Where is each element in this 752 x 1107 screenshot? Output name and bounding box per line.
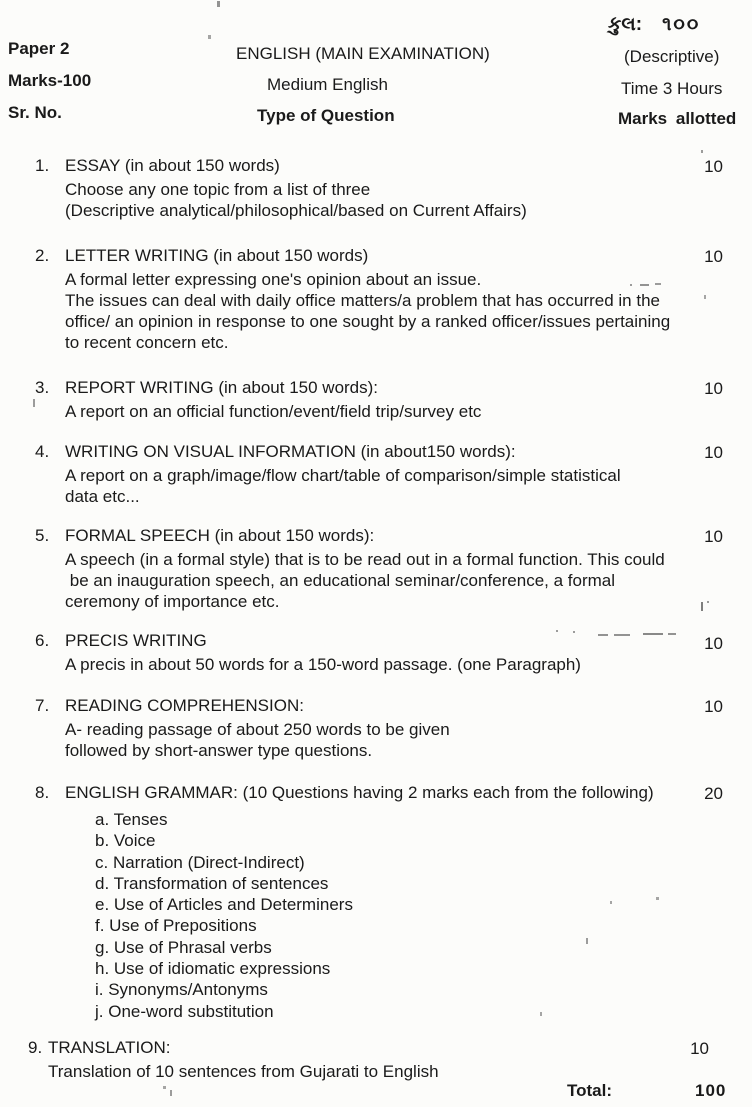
scan-noise	[556, 630, 558, 632]
scan-noise	[701, 602, 703, 611]
marks-value: 10	[704, 527, 723, 546]
item-description-line: Choose any one topic from a list of three	[65, 180, 371, 199]
item-description-line: ceremony of importance etc.	[65, 592, 280, 611]
scan-noise	[163, 1086, 166, 1089]
item-title: FORMAL SPEECH (in about 150 words):	[65, 526, 375, 545]
scan-noise	[217, 1, 220, 7]
grammar-subtopic: g. Use of Phrasal verbs	[95, 937, 272, 957]
grammar-subtopic: b. Voice	[95, 831, 156, 851]
item-description-line: A- reading passage of about 250 words to be given	[65, 720, 450, 739]
marks-value: 10	[704, 634, 723, 653]
exam-title: ENGLISH (MAIN EXAMINATION)	[236, 44, 490, 63]
paper-number: Paper 2	[8, 39, 70, 58]
syllabus-item-essay	[35, 155, 735, 221]
total-marks-gujarati-value: ૧૦૦	[662, 14, 701, 35]
item-number: 8.	[35, 783, 50, 802]
grammar-subtopic: c. Narration (Direct-Indirect)	[95, 852, 305, 872]
item-title: PRECIS WRITING	[65, 631, 207, 650]
item-description-line: office/ an opinion in response to one sought by a ranked officer/issues pertaining	[65, 312, 671, 331]
marks-value: 10	[704, 697, 723, 716]
item-title: WRITING ON VISUAL INFORMATION (in about150 words):	[65, 442, 516, 461]
total-marks-gujarati	[608, 14, 700, 36]
syllabus-item-report-writing	[35, 377, 735, 422]
item-description-line: The issues can deal with daily office matters/a problem that has occurred in the	[65, 291, 660, 310]
column-marks-allotted: Marks allotted	[618, 109, 737, 128]
item-description-line: A precis in about 50 words for a 150-word passage. (one Paragraph)	[65, 655, 581, 674]
scan-noise	[540, 1012, 542, 1016]
marks-value: 10	[704, 379, 723, 398]
grammar-subtopic: f. Use of Prepositions	[95, 916, 257, 936]
item-title: READING COMPREHENSION:	[65, 696, 304, 715]
item-number: 9.	[28, 1038, 43, 1057]
marks-value: 10	[704, 157, 723, 176]
grammar-subtopic: e. Use of Articles and Determiners	[95, 895, 353, 915]
scan-noise	[614, 634, 630, 636]
item-description-line: A report on an official function/event/field trip/survey etc	[65, 402, 482, 421]
item-title: ENGLISH GRAMMAR: (10 Questions having 2 marks each from the following)	[65, 783, 654, 802]
scan-noise	[598, 634, 608, 636]
scan-noise	[586, 938, 588, 944]
item-number: 5.	[35, 526, 50, 545]
scan-noise	[33, 399, 35, 407]
item-number: 7.	[35, 696, 50, 715]
scan-noise	[655, 283, 661, 285]
item-title: TRANSLATION:	[48, 1038, 171, 1057]
scan-noise	[208, 35, 211, 39]
item-description-line: be an inauguration speech, an educational seminar/conference, a formal	[65, 571, 616, 590]
marks-total-label: Marks-100	[8, 71, 92, 90]
item-description-line: A report on a graph/image/flow chart/table of comparison/simple statistical	[65, 466, 621, 485]
total-label: Total:	[567, 1081, 613, 1100]
total-value: 100	[695, 1081, 727, 1100]
item-description-line: Translation of 10 sentences from Gujarati to English	[48, 1062, 439, 1081]
column-type-of-question: Type of Question	[257, 106, 395, 125]
scan-noise	[643, 633, 663, 635]
item-description-line: data etc...	[65, 487, 140, 506]
item-number: 6.	[35, 631, 50, 650]
item-number: 1.	[35, 156, 50, 175]
scan-noise	[656, 897, 659, 900]
total-marks-gujarati-label: કુલ:	[608, 14, 643, 35]
grammar-subtopic: j. One-word substitution	[95, 1001, 274, 1021]
marks-value: 10	[690, 1039, 709, 1058]
syllabus-item-translation	[28, 1037, 728, 1082]
item-description-line: A formal letter expressing one's opinion about an issue.	[65, 270, 482, 289]
item-description-line: followed by short-answer type questions.	[65, 741, 373, 760]
item-title: LETTER WRITING (in about 150 words)	[65, 246, 369, 265]
scan-noise	[640, 284, 649, 286]
scan-noise	[707, 601, 709, 603]
item-title: ESSAY (in about 150 words)	[65, 156, 280, 175]
syllabus-item-visual-information	[35, 441, 735, 507]
grammar-subtopic: i. Synonyms/Antonyms	[95, 980, 268, 1000]
scan-noise	[701, 150, 703, 153]
syllabus-item-letter-writing	[35, 245, 735, 353]
grammar-subtopic: d. Transformation of sentences	[95, 873, 329, 893]
item-description-line: (Descriptive analytical/philosophical/based on Current Affairs)	[65, 201, 527, 220]
marks-value: 10	[704, 443, 723, 462]
marks-value: 10	[704, 247, 723, 266]
grammar-subtopic: h. Use of idiomatic expressions	[95, 959, 331, 979]
grammar-subtopic: a. Tenses	[95, 810, 168, 829]
scan-noise	[704, 295, 706, 299]
scan-noise	[630, 284, 632, 286]
syllabus-item-precis-writing	[35, 630, 735, 675]
scan-noise	[668, 633, 676, 635]
item-description-line: A speech (in a formal style) that is to be read out in a formal function. This could	[65, 550, 665, 569]
column-sr-no: Sr. No.	[8, 103, 62, 122]
syllabus-item-reading-comprehension	[35, 695, 735, 761]
syllabus-item-english-grammar	[35, 782, 735, 1022]
scan-noise	[170, 1090, 172, 1096]
exam-duration: Time 3 Hours	[621, 79, 723, 98]
exam-medium: Medium English	[267, 75, 388, 94]
item-number: 2.	[35, 246, 50, 265]
marks-value: 20	[704, 784, 723, 803]
scan-noise	[573, 631, 575, 633]
item-title: REPORT WRITING (in about 150 words):	[65, 378, 379, 397]
item-number: 4.	[35, 442, 50, 461]
scan-noise	[610, 901, 612, 904]
item-description-line: to recent concern etc.	[65, 333, 229, 352]
syllabus-item-formal-speech	[35, 525, 735, 612]
item-number: 3.	[35, 378, 50, 397]
exam-type: (Descriptive)	[624, 47, 720, 66]
